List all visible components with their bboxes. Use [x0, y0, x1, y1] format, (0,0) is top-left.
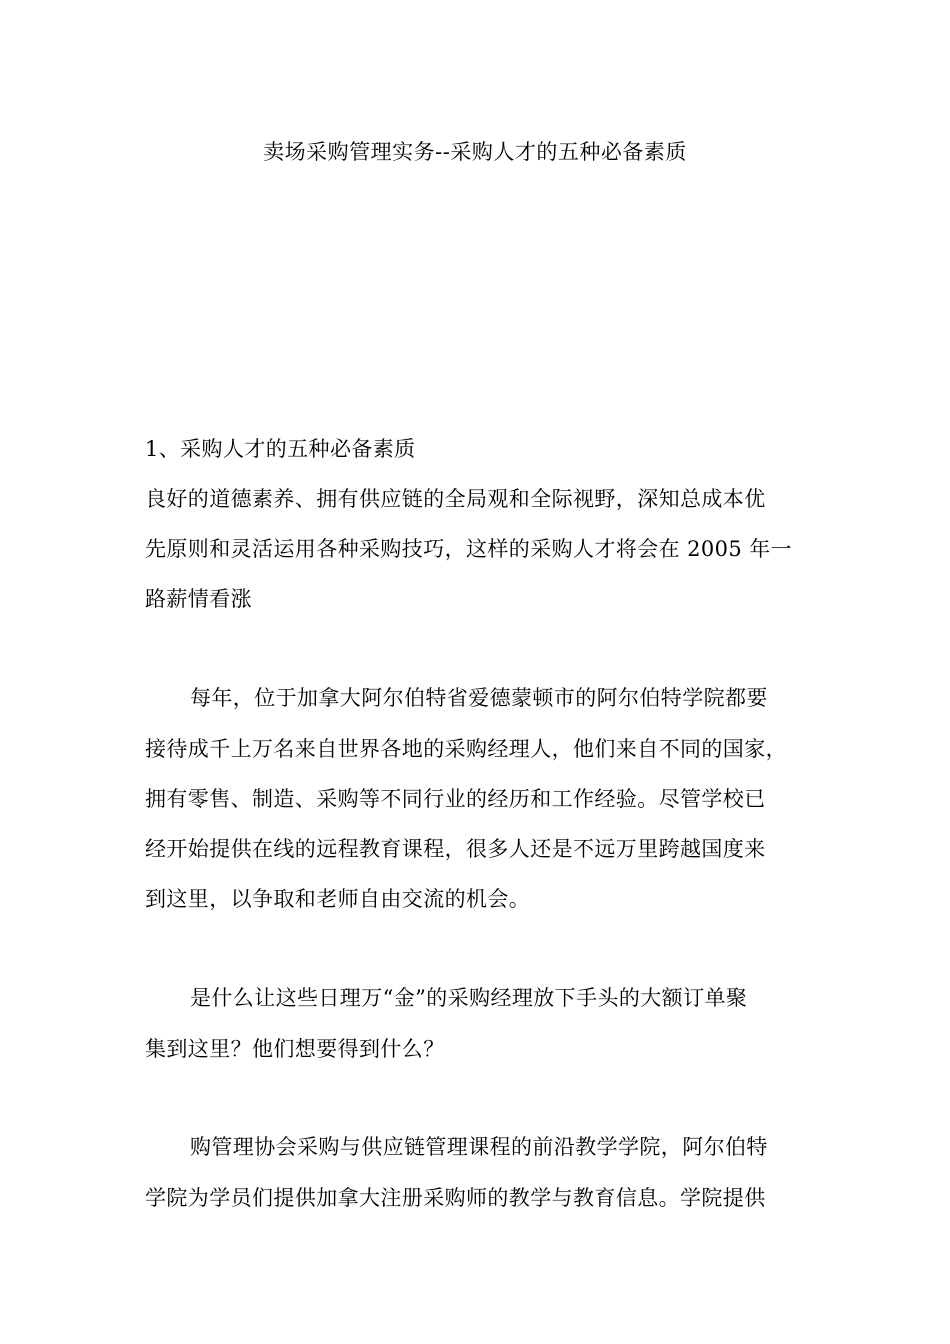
- paragraph-1-line-5: 到这里，以争取和老师自由交流的机会。: [145, 887, 531, 911]
- paragraph-2-line-2: 集到这里？他们想要得到什么？: [145, 1037, 445, 1061]
- paragraph-3-line-2: 学院为学员们提供加拿大注册采购师的教学与教育信息。学院提供: [145, 1186, 766, 1210]
- document-title: 卖场采购管理实务--采购人才的五种必备素质: [263, 140, 687, 164]
- paragraph-3-line-1: 购管理协会采购与供应链管理课程的前沿教学学院，阿尔伯特: [190, 1135, 768, 1159]
- paragraph-1-line-3: 拥有零售、制造、采购等不同行业的经历和工作经验。尽管学校已: [145, 787, 766, 811]
- paragraph-1-line-4: 经开始提供在线的远程教育课程，很多人还是不远万里跨越国度来: [145, 837, 766, 861]
- intro-line-1: 良好的道德素养、拥有供应链的全局观和全际视野，深知总成本优: [145, 487, 766, 511]
- intro-line-2: 先原则和灵活运用各种采购技巧，这样的采购人才将会在 2005 年一: [145, 537, 792, 561]
- section-heading: 1、采购人才的五种必备素质: [145, 437, 416, 461]
- paragraph-1-line-2: 接待成千上万名来自世界各地的采购经理人，他们来自不同的国家，: [145, 737, 787, 761]
- paragraph-1-line-1: 每年，位于加拿大阿尔伯特省爱德蒙顿市的阿尔伯特学院都要: [190, 686, 768, 710]
- intro-line-3: 路薪情看涨: [145, 587, 252, 611]
- paragraph-2-line-1: 是什么让这些日理万“金”的采购经理放下手头的大额订单聚: [190, 986, 748, 1010]
